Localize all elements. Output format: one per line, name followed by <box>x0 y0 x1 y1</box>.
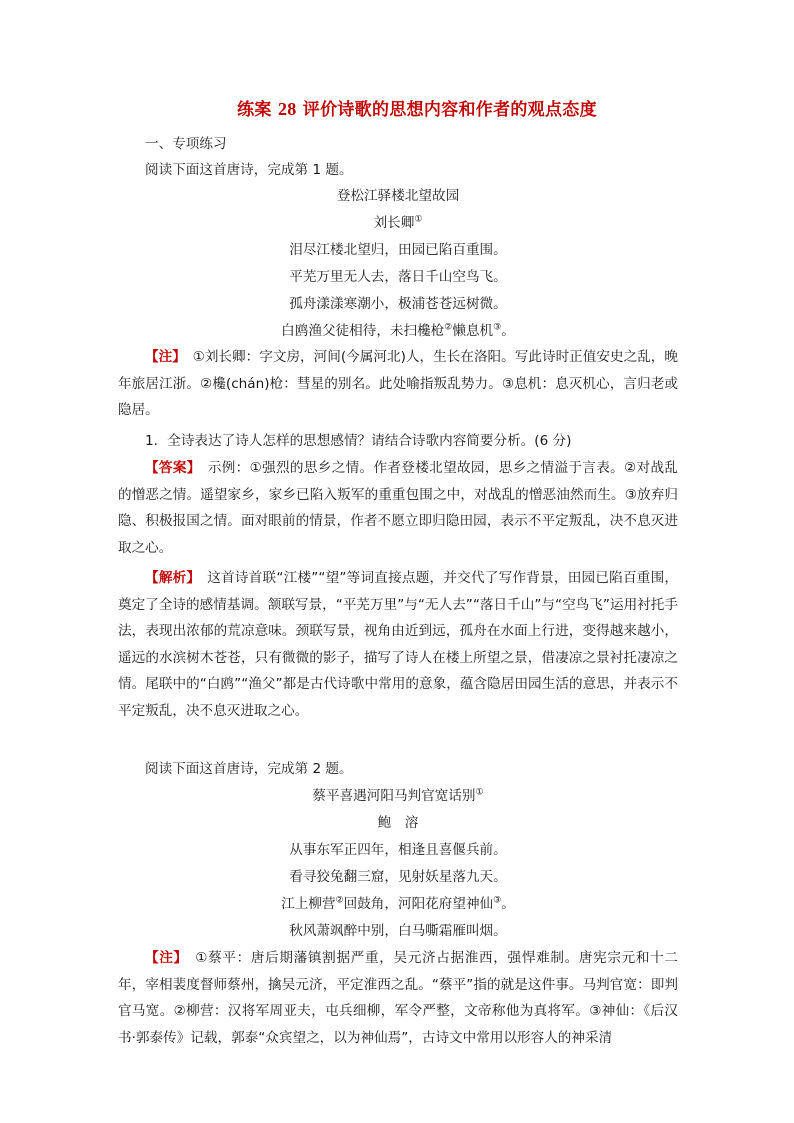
poem2-line-1: 从事东军正四年，相逢且喜偃兵前。 <box>289 842 507 858</box>
poem1-line-1: 泪尽江楼北望归，田园已陷百重围。 <box>289 242 507 258</box>
note-1-text: ①刘长卿：字文房，河间(今属河北)人，生长在洛阳。写此诗时正值安史之乱，晚年旅居江浙。②欃(chán)枪：彗星的别名。此处喻指叛乱势力。③息机：息灭机心，言归老或隐居。 <box>118 349 678 418</box>
footnote-mark: ③ <box>493 895 502 906</box>
poem1-title: 登松江驿楼北望故园 <box>336 188 460 204</box>
poem2-title-text: 蔡平喜遇河阳马判官宽话别 <box>312 788 476 804</box>
poem1-line-4-part-a: 白鸥渔父徒相待，未扫欃枪 <box>281 323 445 339</box>
footnote-mark: ③ <box>493 322 502 333</box>
poem2-line-3 <box>118 891 678 917</box>
poem1-line-4 <box>118 318 678 344</box>
poem1-author <box>118 210 678 236</box>
title-number: 28 <box>277 99 297 119</box>
poem1-author-name: 刘长卿 <box>373 215 415 231</box>
footnote-mark: ② <box>335 895 344 906</box>
intro-1: 阅读下面这首唐诗，完成第 1 题。 <box>145 162 353 178</box>
note-tag: 【注】 <box>145 349 180 365</box>
poem1-line-3: 孤舟漾漾寒潮小，极浦苍苍远树微。 <box>289 296 507 312</box>
answer-1-text: 示例：①强烈的思乡之情。作者登楼北望故园，思乡之情溢于言表。②对战乱的憎恶之情。遥望家乡，家乡已陷入叛军的重重包围之中，对战乱的憎恶油然而生。③放弃归隐、积极报国之情。面对眼前的情景，作者不愿立即归隐田园，表示不平定叛乱，决不息灭进取之心。 <box>118 460 678 556</box>
page-title <box>0 95 794 120</box>
poem2-line-3-part-b: 回鼓角，河阳花府望神仙 <box>343 896 494 912</box>
answer-tag: 【答案】 <box>145 460 194 476</box>
title-prefix: 练案 <box>237 100 278 120</box>
analysis-1-text: 这首诗首联“江楼”“望”等词直接点题，并交代了写作背景，田园已陷百重围，奠定了全诗的感情基调。颔联写景，“平芜万里”与“无人去”“落日千山”与“空鸟飞”运用衬托手法，表现出浓郁的荒凉意味。颈联写景，视角由近到远，孤舟在水面上行进，变得越来越小，遥远的水滨树木苍苍，只有微微的影子，描写了诗人在楼上所望之景，借凄凉之景衬托凄凉之情。尾联中的“白鸥”“渔父”都是古代诗歌中常用的意象，蕴含隐居田园生活的意思，并表示不平定叛乱，决不息灭进取之心。 <box>118 570 679 719</box>
question-1: 1．全诗表达了诗人怎样的思想感情？请结合诗歌内容简要分析。(6 分) <box>145 433 572 449</box>
poem1-line-4-part-b: 懒息机 <box>452 323 494 339</box>
analysis-tag: 【解析】 <box>145 570 194 586</box>
poem2-line-3-part-c: 。 <box>501 896 515 912</box>
poem2-line-2: 看寻狡兔翻三窟，见射妖星落九天。 <box>289 869 507 885</box>
footnote-mark: ① <box>475 787 484 798</box>
intro-2: 阅读下面这首唐诗，完成第 2 题。 <box>145 761 353 777</box>
poem2-title <box>118 783 678 809</box>
poem2-author: 鲍 溶 <box>377 815 419 831</box>
poem2-line-3-part-a: 江上柳营 <box>281 896 336 912</box>
note-1 <box>118 344 678 424</box>
note-tag: 【注】 <box>145 950 181 966</box>
poem2-line-4: 秋风萧飒醉中别，白马嘶霜雁叫烟。 <box>289 923 507 939</box>
footnote-mark: ② <box>444 322 453 333</box>
note-2 <box>118 945 678 1051</box>
section-heading: 一、专项练习 <box>145 136 227 152</box>
footnote-mark: ① <box>414 214 423 225</box>
analysis-1 <box>118 565 678 724</box>
title-suffix: 评价诗歌的思想内容和作者的观点态度 <box>296 100 597 120</box>
poem1-line-2: 平芜万里无人去，落日千山空鸟飞。 <box>289 269 507 285</box>
answer-1 <box>118 455 678 561</box>
note-2-text: ①蔡平：唐后期藩镇割据严重，吴元济占据淮西，强悍难制。唐宪宗元和十二年，宰相裴度督师蔡州，擒吴元济，平定淮西之乱。“蔡平”指的就是这件事。马判官宽：即判官马宽。②柳营：汉将军周亚夫，屯兵细柳，军令严整，文帝称他为真将军。③神仙：《后汉书·郭泰传》记载，郭泰“众宾望之，以为神仙焉”，古诗文中常用以形容人的神采清 <box>118 950 679 1046</box>
poem1-line-4-part-c: 。 <box>501 323 515 339</box>
